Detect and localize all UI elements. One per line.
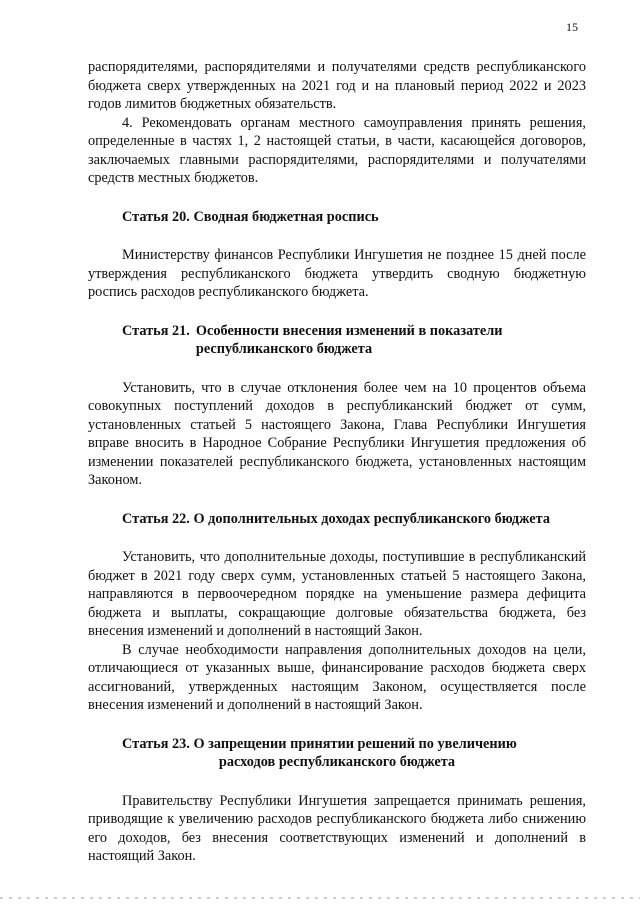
document-body (88, 58, 586, 866)
paragraph-item-4: 4. Рекомендовать органам местного самоуправления принять решения, определенные в частях 1, 2 настоящей статьи, в части, касающейся договоров, заключаемых главными распорядителями, распорядителями и получателями средств местных бюджетов. (88, 114, 586, 186)
paragraph-continuation: распорядителями, распорядителями и получателями средств республиканского бюджета сверх утвержденных на 2021 год и на плановый период 2022 и 2023 годов лимитов бюджетных обязательств. (88, 59, 586, 112)
article-22-title: Статья 22. О дополнительных доходах республиканского бюджета (122, 510, 550, 527)
article-23-title-line-1: Статья 23. О запрещении принятии решений по увеличению (122, 735, 517, 752)
article-22-text-1: Установить, что дополнительные доходы, поступившие в республиканский бюджет в 2021 году сверх сумм, установленных статьей 5 настоящего Закона, направляются в первоочередном порядке на уменьшение размера дефицита бюджета и выплаты, сокращающие долговые обязательства бюджета, без внесения изменений и дополнений в настоящий Закон. (88, 549, 586, 639)
article-21-title: Особенности внесения изменений в показатели республиканского бюджета (195, 322, 503, 357)
page-number: 15 (566, 20, 578, 34)
article-23-title-line-2: расходов республиканского бюджета (218, 754, 456, 770)
article-20-title: Статья 20. Сводная бюджетная роспись (122, 208, 379, 225)
article-23-heading (88, 735, 586, 754)
article-21-number: Статья 21. (122, 322, 190, 339)
article-21-heading (88, 322, 586, 359)
article-21-text: Установить, что в случае отклонения более чем на 10 процентов объема совокупных поступлений доходов в республиканский бюджет от сумм, установленных статьей 5 настоящего Закона, Глава Республики Ингушетия вправе вносить в Народное Собрание Республики Ингушетия предложения об изменении показателей республиканского бюджета, установленных настоящим Законом. (88, 379, 586, 488)
article-20-heading (88, 208, 586, 227)
article-23-text: Правительству Республики Ингушетия запрещается принимать решения, приводящие к увеличению расходов республиканского бюджета либо снижению его доходов, без внесения соответствующих изменений и дополнений в настоящий Закон. (88, 792, 586, 864)
scan-edge-noise (0, 897, 640, 899)
article-20-text: Министерству финансов Республики Ингушетия не позднее 15 дней после утверждения республиканского бюджета утвердить сводную бюджетную роспись расходов республиканского бюджета. (88, 247, 586, 300)
article-22-heading (88, 510, 586, 529)
article-22-text-2: В случае необходимости направления дополнительных доходов на цели, отличающиеся от указанных выше, финансирование расходов бюджета сверх ассигнований, утвержденных настоящим Законом, осуществляется после внесения изменений и дополнений в настоящий Закон. (88, 641, 586, 713)
